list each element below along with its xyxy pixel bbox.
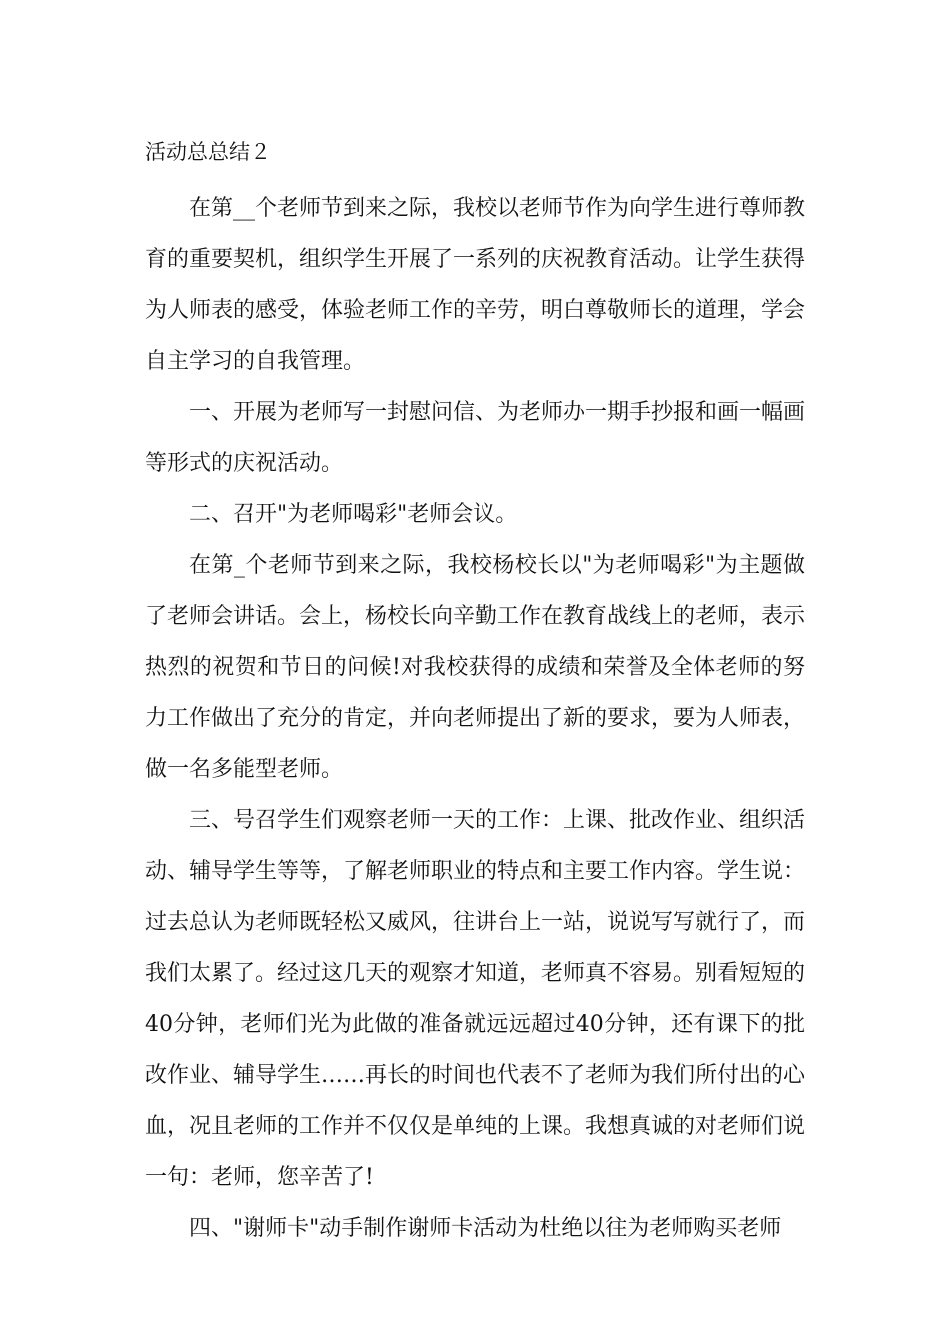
paragraph-item-two: 二、召开"为老师喝彩"老师会议。 <box>189 502 518 527</box>
paragraph-item-one: 一、开展为老师写一封慰问信、为老师办一期手抄报和画一幅画等形式的庆祝活动。 <box>145 400 806 476</box>
document-title: 活动总总结２ <box>145 140 271 164</box>
paragraph-item-three: 三、号召学生们观察老师一天的工作：上课、批改作业、组织活动、辅导学生等等，了解老师职业的特点和主要工作内容。学生说：过去总认为老师既轻松又威风，往讲台上一站，说说写写就行了，而我们太累了。经过这几天的观察才知道，老师真不容易。别看短短的40分钟，老师们光为此做的准备就远远超过40分钟，还有课下的批改作业、辅导学生……再长的时间也代表不了老师为我们所付出的心血，况且老师的工作并不仅仅是单纯的上课。我想真诚的对老师们说一句：老师，您辛苦了! <box>145 808 806 1190</box>
paragraph-intro: 在第__个老师节到来之际，我校以老师节作为向学生进行尊师教育的重要契机，组织学生开展了一系列的庆祝教育活动。让学生获得为人师表的感受，体验老师工作的辛劳，明白尊敬师长的道理，学会自主学习的自我管理。 <box>145 196 806 374</box>
document-body <box>145 183 805 1254</box>
paragraph-principal-speech: 在第_个老师节到来之际，我校杨校长以"为老师喝彩"为主题做了老师会讲话。会上，杨校长向辛勤工作在教育战线上的老师，表示热烈的祝贺和节日的问候!对我校获得的成绩和荣誉及全体老师的努力工作做出了充分的肯定，并向老师提出了新的要求，要为人师表，做一名多能型老师。 <box>145 553 806 782</box>
paragraph-item-four: 四、"谢师卡"动手制作谢师卡活动为杜绝以往为老师购买老师 <box>189 1216 782 1241</box>
